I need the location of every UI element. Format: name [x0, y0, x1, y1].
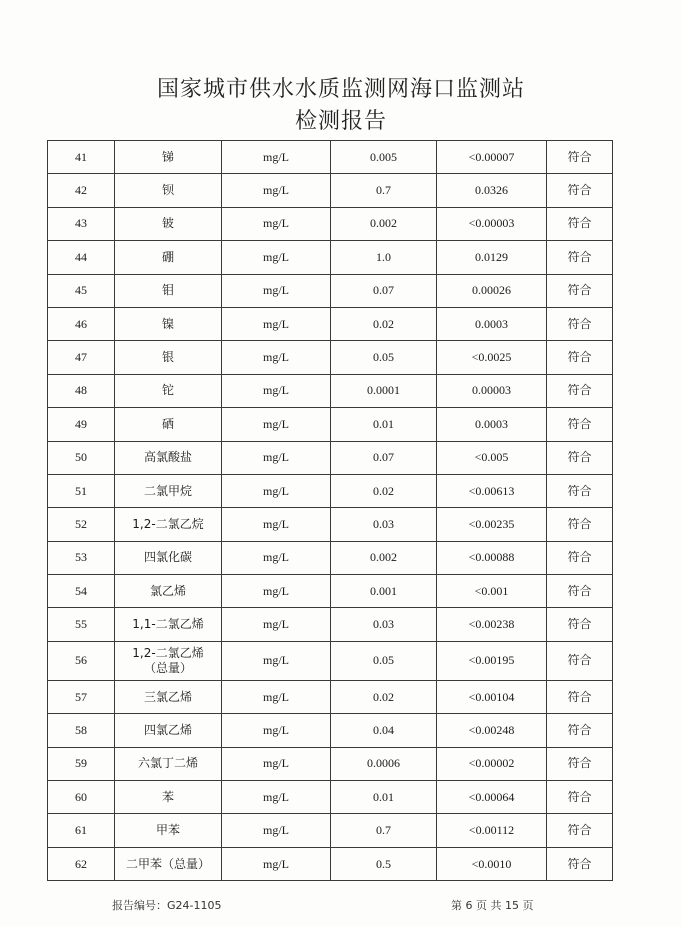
row-number-cell: 45 — [48, 274, 115, 307]
item-name-cell: 1,1-二氯乙烯 — [115, 608, 222, 641]
unit-cell: mg/L — [222, 408, 331, 441]
item-name-cell: 氯乙烯 — [115, 575, 222, 608]
table-row — [48, 814, 613, 847]
table-row — [48, 374, 613, 407]
row-number-cell: 47 — [48, 341, 115, 374]
unit-cell: mg/L — [222, 847, 331, 880]
result-cell: 符合 — [547, 714, 613, 747]
result-cell: 符合 — [547, 541, 613, 574]
unit-cell: mg/L — [222, 641, 331, 680]
measured-value-cell: <0.00235 — [437, 508, 547, 541]
item-name-cell: 硼 — [115, 241, 222, 274]
unit-cell: mg/L — [222, 508, 331, 541]
row-number-cell: 53 — [48, 541, 115, 574]
result-cell: 符合 — [547, 441, 613, 474]
measured-value-cell: 0.0003 — [437, 408, 547, 441]
unit-cell: mg/L — [222, 814, 331, 847]
row-number-cell: 54 — [48, 575, 115, 608]
measured-value-cell: <0.00003 — [437, 207, 547, 240]
limit-cell: 0.02 — [331, 474, 437, 507]
item-name-cell: 铊 — [115, 374, 222, 407]
measured-value-cell: <0.0010 — [437, 847, 547, 880]
unit-cell: mg/L — [222, 541, 331, 574]
results-table-body — [48, 141, 613, 881]
result-cell: 符合 — [547, 641, 613, 680]
limit-cell: 0.05 — [331, 341, 437, 374]
row-number-cell: 42 — [48, 174, 115, 207]
table-row — [48, 747, 613, 780]
unit-cell: mg/L — [222, 441, 331, 474]
page-indicator: 第 6 页 共 15 页 — [451, 899, 534, 912]
result-cell: 符合 — [547, 847, 613, 880]
table-row — [48, 241, 613, 274]
table-row — [48, 274, 613, 307]
limit-cell: 1.0 — [331, 241, 437, 274]
measured-value-cell: <0.00238 — [437, 608, 547, 641]
limit-cell: 0.05 — [331, 641, 437, 680]
row-number-cell: 55 — [48, 608, 115, 641]
table-row — [48, 441, 613, 474]
limit-cell: 0.04 — [331, 714, 437, 747]
unit-cell: mg/L — [222, 307, 331, 340]
unit-cell: mg/L — [222, 341, 331, 374]
row-number-cell: 46 — [48, 307, 115, 340]
table-row — [48, 680, 613, 713]
measured-value-cell: <0.00002 — [437, 747, 547, 780]
result-cell: 符合 — [547, 814, 613, 847]
result-cell: 符合 — [547, 207, 613, 240]
table-row — [48, 781, 613, 814]
row-number-cell: 52 — [48, 508, 115, 541]
limit-cell: 0.07 — [331, 274, 437, 307]
row-number-cell: 60 — [48, 781, 115, 814]
measured-value-cell: 0.0003 — [437, 307, 547, 340]
row-number-cell: 56 — [48, 641, 115, 680]
limit-cell: 0.07 — [331, 441, 437, 474]
row-number-cell: 49 — [48, 408, 115, 441]
item-name-cell: 钼 — [115, 274, 222, 307]
result-cell: 符合 — [547, 341, 613, 374]
limit-cell: 0.03 — [331, 508, 437, 541]
item-name-cell: 镍 — [115, 307, 222, 340]
table-row — [48, 575, 613, 608]
row-number-cell: 57 — [48, 680, 115, 713]
item-name-cell: 硒 — [115, 408, 222, 441]
limit-cell: 0.002 — [331, 207, 437, 240]
measured-value-cell: 0.0326 — [437, 174, 547, 207]
limit-cell: 0.5 — [331, 847, 437, 880]
item-name-cell: 苯 — [115, 781, 222, 814]
item-name-cell: 1,2-二氯乙烷 — [115, 508, 222, 541]
item-name-cell: 铍 — [115, 207, 222, 240]
result-cell: 符合 — [547, 141, 613, 174]
limit-cell: 0.03 — [331, 608, 437, 641]
table-row — [48, 714, 613, 747]
table-row — [48, 174, 613, 207]
item-name-cell: 锑 — [115, 141, 222, 174]
row-number-cell: 61 — [48, 814, 115, 847]
item-name-cell: 甲苯 — [115, 814, 222, 847]
result-cell: 符合 — [547, 174, 613, 207]
item-name-cell: 银 — [115, 341, 222, 374]
item-name-line: （总量） — [143, 660, 192, 675]
measured-value-cell: <0.0025 — [437, 341, 547, 374]
measured-value-cell: <0.00195 — [437, 641, 547, 680]
result-cell: 符合 — [547, 575, 613, 608]
measured-value-cell: <0.00088 — [437, 541, 547, 574]
measured-value-cell: <0.00007 — [437, 141, 547, 174]
limit-cell: 0.01 — [331, 408, 437, 441]
measured-value-cell: 0.00003 — [437, 374, 547, 407]
limit-cell: 0.02 — [331, 307, 437, 340]
item-name-cell: 二甲苯（总量） — [115, 847, 222, 880]
limit-cell: 0.7 — [331, 174, 437, 207]
unit-cell: mg/L — [222, 174, 331, 207]
limit-cell: 0.0006 — [331, 747, 437, 780]
measured-value-cell: <0.001 — [437, 575, 547, 608]
item-name-cell — [115, 641, 222, 680]
result-cell: 符合 — [547, 508, 613, 541]
table-row — [48, 207, 613, 240]
unit-cell: mg/L — [222, 575, 331, 608]
measured-value-cell: 0.00026 — [437, 274, 547, 307]
measured-value-cell: <0.00248 — [437, 714, 547, 747]
result-cell: 符合 — [547, 374, 613, 407]
result-cell: 符合 — [547, 747, 613, 780]
unit-cell: mg/L — [222, 714, 331, 747]
table-row — [48, 341, 613, 374]
table-row — [48, 641, 613, 680]
item-name-line: 1,2-二氯乙烯 — [132, 645, 204, 660]
row-number-cell: 50 — [48, 441, 115, 474]
report-title: 检测报告 — [294, 109, 387, 134]
item-name-cell: 四氯乙烯 — [115, 714, 222, 747]
result-cell: 符合 — [547, 408, 613, 441]
item-name-cell: 钡 — [115, 174, 222, 207]
measured-value-cell: <0.005 — [437, 441, 547, 474]
unit-cell: mg/L — [222, 747, 331, 780]
table-row — [48, 141, 613, 174]
unit-cell: mg/L — [222, 680, 331, 713]
measured-value-cell: <0.00112 — [437, 814, 547, 847]
limit-cell: 0.001 — [331, 575, 437, 608]
table-row — [48, 847, 613, 880]
table-row — [48, 408, 613, 441]
result-cell: 符合 — [547, 274, 613, 307]
measured-value-cell: <0.00104 — [437, 680, 547, 713]
row-number-cell: 62 — [48, 847, 115, 880]
result-cell: 符合 — [547, 680, 613, 713]
unit-cell: mg/L — [222, 781, 331, 814]
limit-cell: 0.01 — [331, 781, 437, 814]
unit-cell: mg/L — [222, 374, 331, 407]
row-number-cell: 43 — [48, 207, 115, 240]
table-row — [48, 541, 613, 574]
row-number-cell: 51 — [48, 474, 115, 507]
limit-cell: 0.7 — [331, 814, 437, 847]
item-name-cell: 二氯甲烷 — [115, 474, 222, 507]
result-cell: 符合 — [547, 608, 613, 641]
unit-cell: mg/L — [222, 608, 331, 641]
table-row — [48, 608, 613, 641]
row-number-cell: 59 — [48, 747, 115, 780]
item-name-cell: 三氯乙烯 — [115, 680, 222, 713]
results-table — [47, 140, 613, 881]
row-number-cell: 58 — [48, 714, 115, 747]
result-cell: 符合 — [547, 474, 613, 507]
unit-cell: mg/L — [222, 141, 331, 174]
table-row — [48, 474, 613, 507]
report-number: 报告编号：G24-1105 — [112, 899, 222, 912]
measured-value-cell: <0.00613 — [437, 474, 547, 507]
table-row — [48, 307, 613, 340]
measured-value-cell: <0.00064 — [437, 781, 547, 814]
item-name-cell: 高氯酸盐 — [115, 441, 222, 474]
table-row — [48, 508, 613, 541]
unit-cell: mg/L — [222, 241, 331, 274]
unit-cell: mg/L — [222, 474, 331, 507]
row-number-cell: 48 — [48, 374, 115, 407]
item-name-cell: 六氯丁二烯 — [115, 747, 222, 780]
limit-cell: 0.002 — [331, 541, 437, 574]
unit-cell: mg/L — [222, 274, 331, 307]
limit-cell: 0.005 — [331, 141, 437, 174]
limit-cell: 0.0001 — [331, 374, 437, 407]
result-cell: 符合 — [547, 307, 613, 340]
item-name-cell: 四氯化碳 — [115, 541, 222, 574]
measured-value-cell: 0.0129 — [437, 241, 547, 274]
report-org-title: 国家城市供水水质监测网海口监测站 — [156, 77, 525, 102]
row-number-cell: 41 — [48, 141, 115, 174]
unit-cell: mg/L — [222, 207, 331, 240]
result-cell: 符合 — [547, 241, 613, 274]
row-number-cell: 44 — [48, 241, 115, 274]
result-cell: 符合 — [547, 781, 613, 814]
limit-cell: 0.02 — [331, 680, 437, 713]
